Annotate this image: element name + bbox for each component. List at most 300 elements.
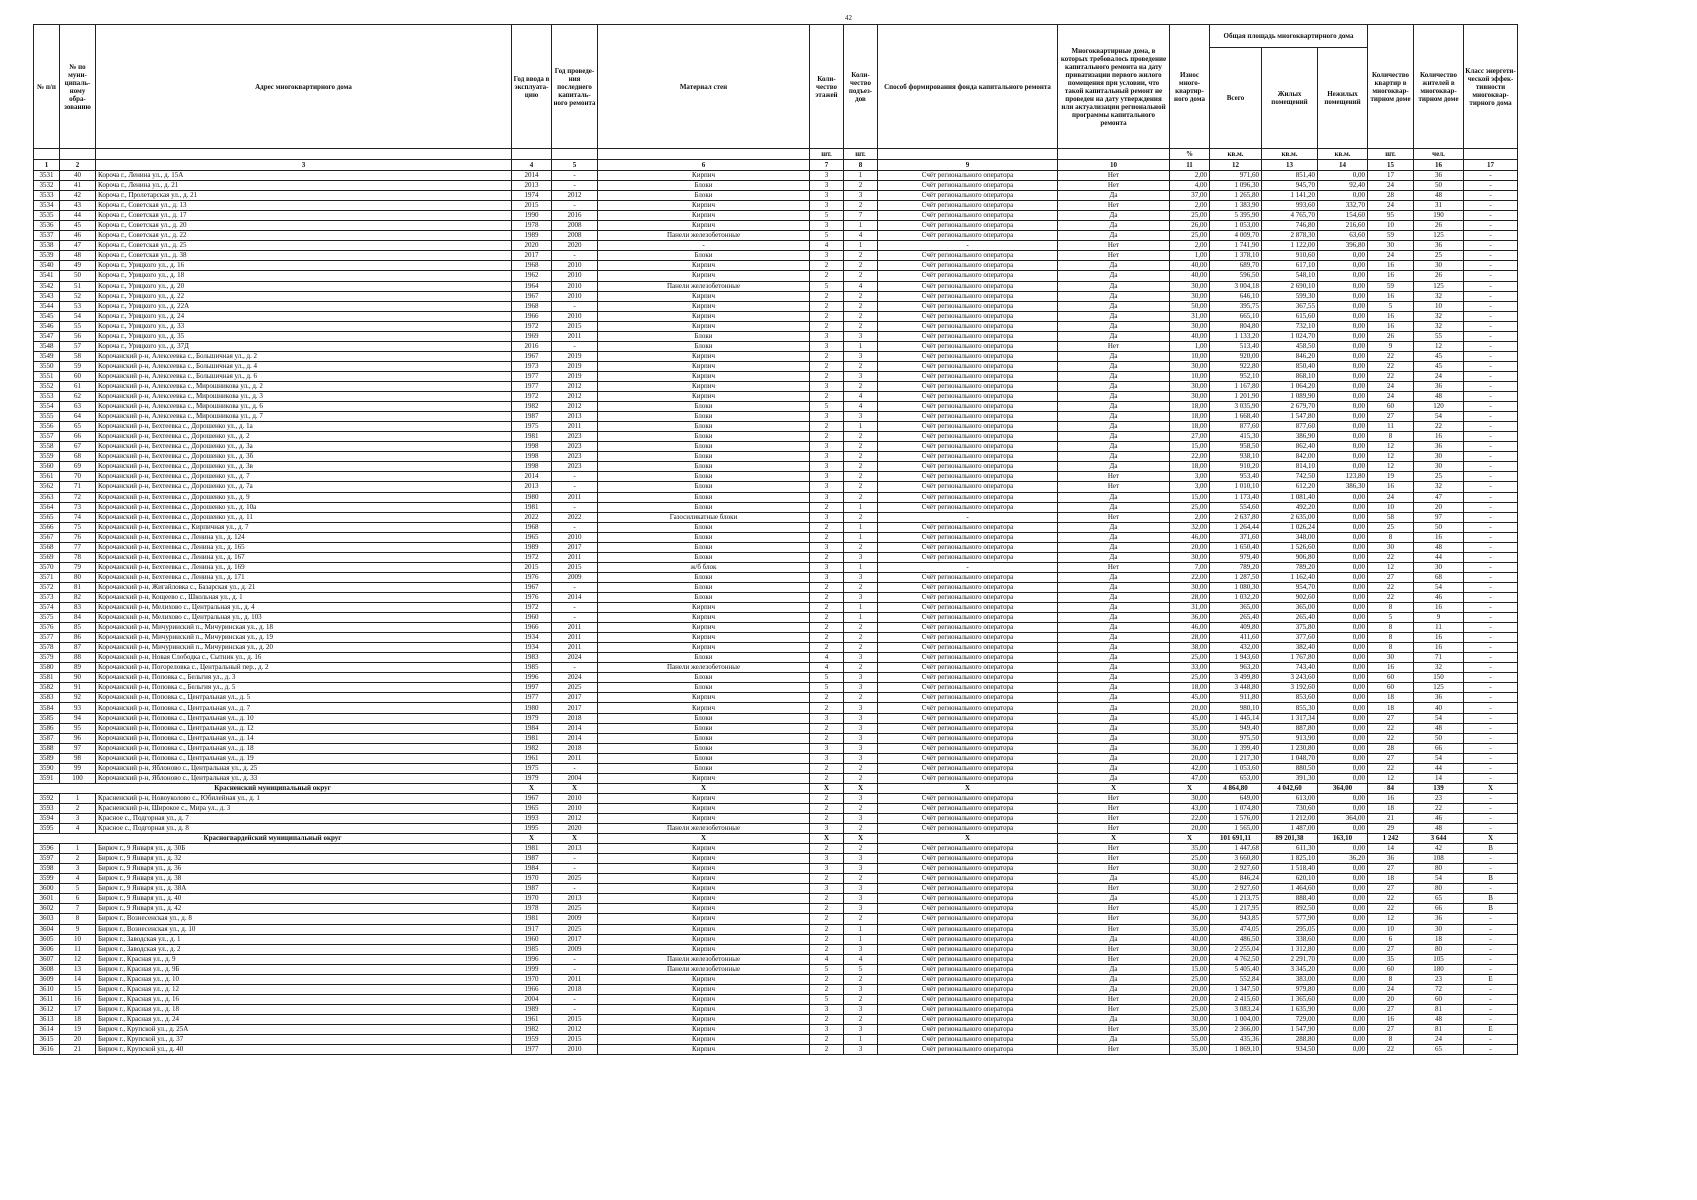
table-cell: Бирюч г., Красная ул., д. 24 <box>96 1014 512 1024</box>
table-cell: 35,00 <box>1170 924 1210 934</box>
table-cell: 0,00 <box>1318 653 1368 663</box>
table-cell: Короча г., Советская ул., д. 38 <box>96 251 512 261</box>
table-row <box>34 562 1518 572</box>
table-cell: Счёт регионального оператора <box>878 592 1058 602</box>
table-cell: 3580 <box>34 663 60 673</box>
table-cell: 1 026,24 <box>1262 522 1318 532</box>
table-cell: Да <box>1058 763 1170 773</box>
table-cell: 1 <box>844 171 878 181</box>
table-cell: 3 035,90 <box>1210 402 1262 412</box>
table-cell: 1 287,50 <box>1210 572 1262 582</box>
table-cell: 3 <box>810 191 844 201</box>
header-residents: Количество жителей в многоквартирном доме <box>1414 25 1464 149</box>
table-cell: 2 <box>844 181 878 191</box>
header-fund: Способ формирования фонда капитального ремонта <box>878 25 1058 149</box>
table-cell: 1 383,90 <box>1210 201 1262 211</box>
table-cell: Корочанский р-н, Поповка с., Центральная ул., д. 18 <box>96 743 512 753</box>
table-cell: 3558 <box>34 442 60 452</box>
table-cell: 0,00 <box>1318 924 1368 934</box>
table-cell: 0,00 <box>1318 944 1368 954</box>
table-cell: 599,30 <box>1262 291 1318 301</box>
header-energy-class: Класс энергетической эффективности многоквартирного дома <box>1464 25 1518 149</box>
table-cell: 2015 <box>512 201 552 211</box>
table-cell: 20,00 <box>1170 984 1210 994</box>
table-row <box>34 351 1518 361</box>
header-year-built: Год ввода в эксплуатацию <box>512 25 552 149</box>
table-cell: 45 <box>1414 361 1464 371</box>
table-cell: - <box>1464 964 1518 974</box>
table-cell: Кирпич <box>598 633 810 643</box>
section-cell: 84 <box>1368 783 1414 793</box>
table-cell: - <box>1464 814 1518 824</box>
table-cell: 65 <box>1414 894 1464 904</box>
table-cell: Да <box>1058 713 1170 723</box>
table-cell: 3589 <box>34 753 60 763</box>
table-cell: 46 <box>1414 814 1464 824</box>
table-cell: 3555 <box>34 412 60 422</box>
table-cell: Счёт регионального оператора <box>878 743 1058 753</box>
table-cell: 5 <box>844 964 878 974</box>
table-cell: 48 <box>1414 824 1464 834</box>
table-cell: Корочанский р-н, Бехтеевка с., Кирпичная ул., д. 7 <box>96 522 512 532</box>
table-cell: 265,40 <box>1262 613 1318 623</box>
table-cell: 5 <box>810 964 844 974</box>
page-number: 42 <box>845 14 852 22</box>
table-row <box>34 392 1518 402</box>
table-cell: 125 <box>1414 683 1464 693</box>
unit-cell: шт. <box>810 149 844 160</box>
table-cell: 2 <box>60 854 96 864</box>
table-row <box>34 542 1518 552</box>
table-row <box>34 643 1518 653</box>
table-cell: Панели железобетонные <box>598 954 810 964</box>
table-cell: Да <box>1058 361 1170 371</box>
table-cell: 3 <box>810 251 844 261</box>
table-cell: Да <box>1058 281 1170 291</box>
table-cell: 54 <box>1414 582 1464 592</box>
table-cell: 72 <box>60 492 96 502</box>
table-row <box>34 814 1518 824</box>
table-cell: 513,40 <box>1210 341 1262 351</box>
table-cell: 10 <box>1414 301 1464 311</box>
table-cell: Блоки <box>598 412 810 422</box>
table-cell: - <box>1464 221 1518 231</box>
table-cell: 15,00 <box>1170 442 1210 452</box>
table-cell: 3 <box>810 171 844 181</box>
table-cell: Да <box>1058 934 1170 944</box>
table-cell: Кирпич <box>598 914 810 924</box>
table-cell: 47 <box>1414 492 1464 502</box>
table-cell: - <box>552 994 598 1004</box>
table-cell: 2 <box>844 1014 878 1024</box>
table-cell: 66 <box>1414 743 1464 753</box>
section-cell: 139 <box>1414 783 1464 793</box>
table-cell: 3 <box>844 1024 878 1034</box>
table-cell: 1961 <box>512 1014 552 1024</box>
table-cell: 36 <box>1414 914 1464 924</box>
table-cell: 3 <box>844 371 878 381</box>
section-cell: X <box>810 834 844 844</box>
table-cell: 577,90 <box>1262 914 1318 924</box>
table-row <box>34 1004 1518 1014</box>
table-cell: Нет <box>1058 824 1170 834</box>
table-cell: 2 <box>810 1035 844 1045</box>
table-cell: 3578 <box>34 643 60 653</box>
table-cell: - <box>552 954 598 964</box>
table-cell: 332,70 <box>1318 201 1368 211</box>
table-cell: 32,00 <box>1170 522 1210 532</box>
table-cell: - <box>552 472 598 482</box>
table-cell: Кирпич <box>598 874 810 884</box>
table-cell: 0,00 <box>1318 412 1368 422</box>
table-cell: 2018 <box>552 713 598 723</box>
table-cell: 3 448,80 <box>1210 683 1262 693</box>
table-cell: Кирпич <box>598 271 810 281</box>
table-cell: 2025 <box>552 683 598 693</box>
table-cell: Корочанский р-н, Мичуринский п., Мичуринская ул., д. 18 <box>96 623 512 633</box>
table-cell: 59 <box>1368 281 1414 291</box>
section-cell: 89 201,38 <box>1262 834 1318 844</box>
table-cell: 2 <box>810 311 844 321</box>
table-cell: 5 <box>810 994 844 1004</box>
table-row <box>34 673 1518 683</box>
table-cell: 3 <box>844 552 878 562</box>
table-cell: Блоки <box>598 733 810 743</box>
table-cell: 75 <box>60 522 96 532</box>
table-row <box>34 864 1518 874</box>
unit-cell <box>878 149 1058 160</box>
table-cell: 3592 <box>34 793 60 803</box>
table-cell: 842,00 <box>1262 452 1318 462</box>
table-cell: 3573 <box>34 592 60 602</box>
table-cell: - <box>1464 301 1518 311</box>
table-cell: Счёт регионального оператора <box>878 1004 1058 1014</box>
table-cell: Кирпич <box>598 291 810 301</box>
table-cell: В <box>1464 894 1518 904</box>
table-cell: 3 <box>810 572 844 582</box>
table-cell: 980,10 <box>1210 703 1262 713</box>
table-cell: Бирюч г., Крупской ул., д. 40 <box>96 1045 512 1055</box>
table-cell: Кирпич <box>598 201 810 211</box>
table-cell: 2 <box>844 261 878 271</box>
table-cell: 415,30 <box>1210 432 1262 442</box>
table-cell: Да <box>1058 773 1170 783</box>
table-cell: 10,00 <box>1170 371 1210 381</box>
table-cell: 35,00 <box>1170 1024 1210 1034</box>
table-cell: 2 <box>844 311 878 321</box>
table-cell: 2 <box>844 301 878 311</box>
table-cell: Кирпич <box>598 392 810 402</box>
table-cell: 49 <box>60 261 96 271</box>
table-cell: 2 <box>844 974 878 984</box>
table-cell: 0,00 <box>1318 964 1368 974</box>
table-cell: 18,00 <box>1170 683 1210 693</box>
table-cell: - <box>1464 542 1518 552</box>
table-cell: 3 <box>844 653 878 663</box>
table-cell: 2012 <box>552 381 598 391</box>
table-cell: Счёт регионального оператора <box>878 864 1058 874</box>
table-cell: Счёт регионального оператора <box>878 663 1058 673</box>
table-cell: Да <box>1058 442 1170 452</box>
table-cell: 2014 <box>552 723 598 733</box>
table-cell: 1972 <box>512 321 552 331</box>
column-number-cell: 10 <box>1058 160 1170 171</box>
section-cell: 101 691,11 <box>1210 834 1262 844</box>
table-cell: Кирпич <box>598 613 810 623</box>
table-cell: 25 <box>1368 522 1414 532</box>
table-cell: 80 <box>60 572 96 582</box>
section-cell: X <box>844 783 878 793</box>
table-cell: 5 <box>1368 301 1414 311</box>
table-cell: 2010 <box>552 793 598 803</box>
table-cell: 1998 <box>512 462 552 472</box>
table-cell: 18,00 <box>1170 402 1210 412</box>
table-cell: 0,00 <box>1318 623 1368 633</box>
table-cell: 32 <box>1414 311 1464 321</box>
table-cell: Да <box>1058 381 1170 391</box>
table-cell: 3 <box>810 341 844 351</box>
table-cell: 8 <box>1368 432 1414 442</box>
table-cell: 1 547,80 <box>1262 412 1318 422</box>
table-cell: Блоки <box>598 402 810 412</box>
table-cell: 20,00 <box>1170 703 1210 713</box>
table-cell: 30,00 <box>1170 281 1210 291</box>
table-row <box>34 773 1518 783</box>
table-cell: 2 <box>810 502 844 512</box>
table-row <box>34 1024 1518 1034</box>
table-cell: 53 <box>60 301 96 311</box>
table-cell: 877,60 <box>1262 422 1318 432</box>
table-cell: 3577 <box>34 633 60 643</box>
table-cell: 2 <box>844 271 878 281</box>
table-cell: 16 <box>1368 271 1414 281</box>
table-cell: 3,00 <box>1170 482 1210 492</box>
table-cell: 58 <box>60 351 96 361</box>
table-cell: 72 <box>1414 984 1464 994</box>
table-cell: Счёт регионального оператора <box>878 1024 1058 1034</box>
table-cell: Корочанский р-н, Бехтеевка с., Ленина ул., д. 167 <box>96 552 512 562</box>
table-cell: 4 <box>810 241 844 251</box>
unit-cell: кв.м. <box>1210 149 1262 160</box>
table-cell: Да <box>1058 191 1170 201</box>
table-cell: Счёт регионального оператора <box>878 452 1058 462</box>
table-cell: 1990 <box>512 211 552 221</box>
table-cell: 2 <box>844 844 878 854</box>
table-cell: - <box>552 251 598 261</box>
table-cell: 71 <box>1414 653 1464 663</box>
table-cell: 1964 <box>512 281 552 291</box>
table-cell: 0,00 <box>1318 633 1368 643</box>
table-cell: 1,00 <box>1170 341 1210 351</box>
table-cell: - <box>1464 753 1518 763</box>
table-cell: 3 <box>810 713 844 723</box>
table-cell: 3 <box>810 743 844 753</box>
table-cell: 2025 <box>552 904 598 914</box>
table-cell: 1 <box>844 934 878 944</box>
table-cell: 612,20 <box>1262 482 1318 492</box>
table-cell: 2022 <box>552 512 598 522</box>
table-row <box>34 914 1518 924</box>
table-cell: 0,00 <box>1318 693 1368 703</box>
table-cell: 4 762,50 <box>1210 954 1262 964</box>
table-cell: 25,00 <box>1170 231 1210 241</box>
table-cell: Да <box>1058 331 1170 341</box>
table-cell: 95 <box>60 723 96 733</box>
table-cell: 3538 <box>34 241 60 251</box>
table-cell: 3 <box>810 472 844 482</box>
table-cell: 16 <box>1368 1014 1414 1024</box>
table-cell: 0,00 <box>1318 673 1368 683</box>
table-cell: 2 <box>810 552 844 562</box>
table-cell: Кирпич <box>598 974 810 984</box>
table-cell: 0,00 <box>1318 522 1368 532</box>
table-cell: 48 <box>1414 1014 1464 1024</box>
table-cell: Счёт регионального оператора <box>878 331 1058 341</box>
table-cell: 40 <box>60 171 96 181</box>
table-cell: Блоки <box>598 331 810 341</box>
table-cell: 3 <box>810 181 844 191</box>
table-cell: 2 <box>810 803 844 813</box>
table-cell: Счёт регионального оператора <box>878 442 1058 452</box>
table-cell: 3548 <box>34 341 60 351</box>
table-cell: 180 <box>1414 964 1464 974</box>
table-cell: 3 <box>844 1045 878 1055</box>
table-cell: 3572 <box>34 582 60 592</box>
table-cell: 1 217,30 <box>1210 753 1262 763</box>
table-cell: 2013 <box>512 181 552 191</box>
table-cell: 3554 <box>34 402 60 412</box>
table-cell: 2 <box>810 874 844 884</box>
table-cell: 0,00 <box>1318 994 1368 1004</box>
table-cell: Кирпич <box>598 361 810 371</box>
table-cell: Да <box>1058 683 1170 693</box>
table-cell: 0,00 <box>1318 603 1368 613</box>
table-cell: 3551 <box>34 371 60 381</box>
table-cell: 32 <box>1414 321 1464 331</box>
table-cell: 30 <box>1368 653 1414 663</box>
housing-registry-table <box>33 24 1518 1055</box>
table-cell: 2010 <box>552 291 598 301</box>
table-cell: 1 <box>844 1035 878 1045</box>
table-cell: 1987 <box>512 412 552 422</box>
table-cell: 50,00 <box>1170 301 1210 311</box>
table-cell: 2 <box>810 974 844 984</box>
table-row <box>34 613 1518 623</box>
table-cell: 81 <box>1414 1004 1464 1014</box>
table-cell: Счёт регионального оператора <box>878 974 1058 984</box>
table-cell: Блоки <box>598 683 810 693</box>
table-cell: Корочанский р-н, Яблоново с., Центральная ул., д. 25 <box>96 763 512 773</box>
table-cell: 0,00 <box>1318 251 1368 261</box>
table-cell: Счёт регионального оператора <box>878 361 1058 371</box>
table-cell: Счёт регионального оператора <box>878 281 1058 291</box>
table-cell: 2024 <box>552 673 598 683</box>
table-cell: - <box>1464 392 1518 402</box>
table-cell: Счёт регионального оператора <box>878 381 1058 391</box>
table-row <box>34 181 1518 191</box>
table-cell: 3 <box>60 864 96 874</box>
table-cell: Кирпич <box>598 311 810 321</box>
table-cell: Нет <box>1058 482 1170 492</box>
table-cell: 3 <box>844 683 878 693</box>
table-cell: 24 <box>1368 201 1414 211</box>
table-cell: - <box>1464 492 1518 502</box>
table-cell: 33,00 <box>1170 663 1210 673</box>
table-cell: - <box>1464 763 1518 773</box>
table-cell: 1982 <box>512 402 552 412</box>
table-cell: 18 <box>1368 703 1414 713</box>
table-cell: Нет <box>1058 994 1170 1004</box>
table-cell: 12 <box>1368 442 1414 452</box>
table-cell: 2 <box>844 773 878 783</box>
table-cell: 0,00 <box>1318 713 1368 723</box>
table-cell: 30,00 <box>1170 582 1210 592</box>
table-cell: Бирюч г., 9 Января ул., д. 38А <box>96 884 512 894</box>
table-cell: 3 <box>844 572 878 582</box>
table-cell: - <box>552 613 598 623</box>
table-cell: Короча г., Пролетарская ул., д. 21 <box>96 191 512 201</box>
table-cell: 2023 <box>552 452 598 462</box>
table-cell: Короча г., Урицкого ул., д. 33 <box>96 321 512 331</box>
table-cell: - <box>1464 321 1518 331</box>
table-cell: 1 399,40 <box>1210 743 1262 753</box>
table-cell: 46,00 <box>1170 623 1210 633</box>
table-cell: Короча г., Советская ул., д. 25 <box>96 241 512 251</box>
table-cell: Счёт регионального оператора <box>878 341 1058 351</box>
table-cell: Да <box>1058 673 1170 683</box>
table-cell: Да <box>1058 301 1170 311</box>
table-cell: 0,00 <box>1318 592 1368 602</box>
table-cell: Счёт регионального оператора <box>878 613 1058 623</box>
table-cell: Да <box>1058 271 1170 281</box>
table-cell: 1998 <box>512 452 552 462</box>
table-cell: 1965 <box>512 532 552 542</box>
table-cell: Короча г., Советская ул., д. 17 <box>96 211 512 221</box>
table-cell: 2 <box>810 301 844 311</box>
table-cell: 2011 <box>552 331 598 341</box>
table-cell: 2 <box>844 432 878 442</box>
table-cell: Короча г., Урицкого ул., д. 24 <box>96 311 512 321</box>
table-cell: 30,00 <box>1170 733 1210 743</box>
table-cell: - <box>1464 934 1518 944</box>
table-cell: 1977 <box>512 693 552 703</box>
table-cell: 2009 <box>552 944 598 954</box>
table-cell: Нет <box>1058 181 1170 191</box>
table-cell: 2 <box>844 914 878 924</box>
table-cell: Счёт регионального оператора <box>878 572 1058 582</box>
table-cell: Счёт регионального оператора <box>878 171 1058 181</box>
table-cell: 2 635,00 <box>1262 512 1318 522</box>
table-cell: 0,00 <box>1318 492 1368 502</box>
table-cell: Корочанский р-н, Поповка с., Центральная ул., д. 5 <box>96 693 512 703</box>
table-cell: 8 <box>1368 1035 1414 1045</box>
unit-cell <box>96 149 512 160</box>
table-cell: 30,00 <box>1170 361 1210 371</box>
table-cell: Да <box>1058 422 1170 432</box>
table-cell: 36 <box>1414 693 1464 703</box>
table-cell: 36,00 <box>1170 613 1210 623</box>
table-cell: 3562 <box>34 482 60 492</box>
table-cell: 68 <box>1414 572 1464 582</box>
table-cell: 458,50 <box>1262 341 1318 351</box>
column-numbers-row <box>34 160 1518 171</box>
table-cell: 1 <box>844 532 878 542</box>
section-cell: X <box>844 834 878 844</box>
table-cell: 1934 <box>512 643 552 653</box>
table-cell: 45 <box>1414 351 1464 361</box>
table-cell: 15,00 <box>1170 964 1210 974</box>
table-cell: 2011 <box>552 633 598 643</box>
